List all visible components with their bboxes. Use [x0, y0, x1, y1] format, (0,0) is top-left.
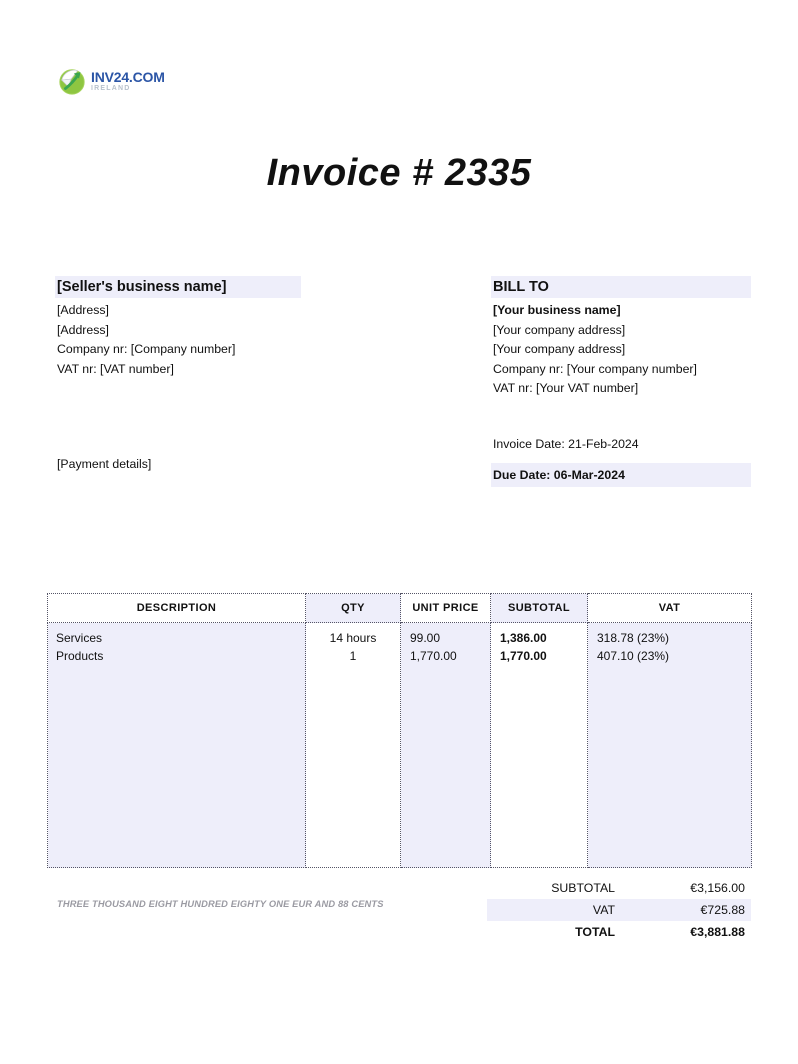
brand-logo-text	[91, 70, 165, 92]
payment-details: [Payment details]	[57, 457, 152, 471]
totals-row-vat	[487, 899, 751, 921]
brand-name: INV24.COM	[91, 69, 165, 85]
bill-to-address-line-2: [Your company address]	[493, 342, 626, 356]
items-table	[47, 593, 752, 868]
totals-vat-label: VAT	[592, 903, 615, 917]
items-table-wrap	[47, 593, 751, 868]
dates-block	[491, 432, 751, 487]
bill-to-heading: BILL TO	[491, 276, 751, 298]
column-header-vat: VAT	[588, 594, 752, 623]
column-header-description: DESCRIPTION	[48, 594, 306, 623]
totals-row-total	[487, 921, 751, 943]
bill-to-address-line-1: [Your company address]	[493, 322, 626, 337]
items-column-description	[48, 623, 306, 868]
amount-in-words: THREE THOUSAND EIGHT HUNDRED EIGHTY ONE EUR AND 88 CENTS	[57, 899, 384, 909]
page-title: Invoice # 2335	[266, 152, 532, 194]
items-column-qty	[306, 623, 401, 868]
seller-address-line-1: [Address]	[57, 303, 109, 317]
totals-vat-value: €725.88	[700, 903, 745, 917]
items-column-vat	[588, 623, 752, 868]
seller-vat-number: VAT nr: [VAT number]	[57, 361, 174, 376]
items-column-unit-price	[401, 623, 491, 868]
totals-subtotal-value: €3,156.00	[690, 881, 745, 895]
totals-row-subtotal	[487, 877, 751, 899]
item-vat-2: 407.10 (23%)	[597, 649, 670, 663]
seller-name: [Seller's business name]	[55, 276, 301, 298]
item-description-2: Products	[56, 649, 104, 663]
seller-address-line-2: [Address]	[57, 322, 109, 337]
invoice-date: Invoice Date: 21-Feb-2024	[493, 437, 639, 451]
seller-block	[55, 276, 301, 379]
envelope-arrow-logo-icon	[57, 66, 87, 96]
item-subtotal-1: 1,386.00	[500, 631, 547, 645]
item-unit-price-2: 1,770.00	[410, 649, 457, 663]
items-column-subtotal	[491, 623, 588, 868]
seller-company-number: Company nr: [Company number]	[57, 342, 236, 356]
item-description-1: Services	[56, 631, 103, 645]
brand-region: IRELAND	[91, 85, 131, 92]
items-table-body-row	[48, 623, 752, 868]
item-qty-2: 1	[349, 649, 357, 663]
totals-subtotal-label: SUBTOTAL	[551, 881, 615, 895]
brand-logo	[57, 66, 165, 96]
item-vat-1: 318.78 (23%)	[597, 631, 670, 645]
bill-to-company-number: Company nr: [Your company number]	[493, 361, 697, 376]
due-date: Due Date: 06-Mar-2024	[491, 463, 751, 487]
column-header-qty: QTY	[306, 594, 401, 623]
item-subtotal-2: 1,770.00	[500, 649, 547, 663]
item-qty-1: 14 hours	[329, 631, 377, 645]
totals-total-value: €3,881.88	[690, 925, 745, 939]
column-header-subtotal: SUBTOTAL	[491, 594, 588, 623]
bill-to-block	[491, 276, 751, 399]
item-unit-price-1: 99.00	[410, 631, 441, 645]
column-header-unit-price: UNIT PRICE	[401, 594, 491, 623]
bill-to-name: [Your business name]	[493, 303, 621, 317]
bill-to-vat-number: VAT nr: [Your VAT number]	[493, 381, 639, 395]
items-table-header-row	[48, 594, 752, 623]
totals-block	[487, 877, 751, 943]
totals-total-label: TOTAL	[575, 925, 615, 939]
